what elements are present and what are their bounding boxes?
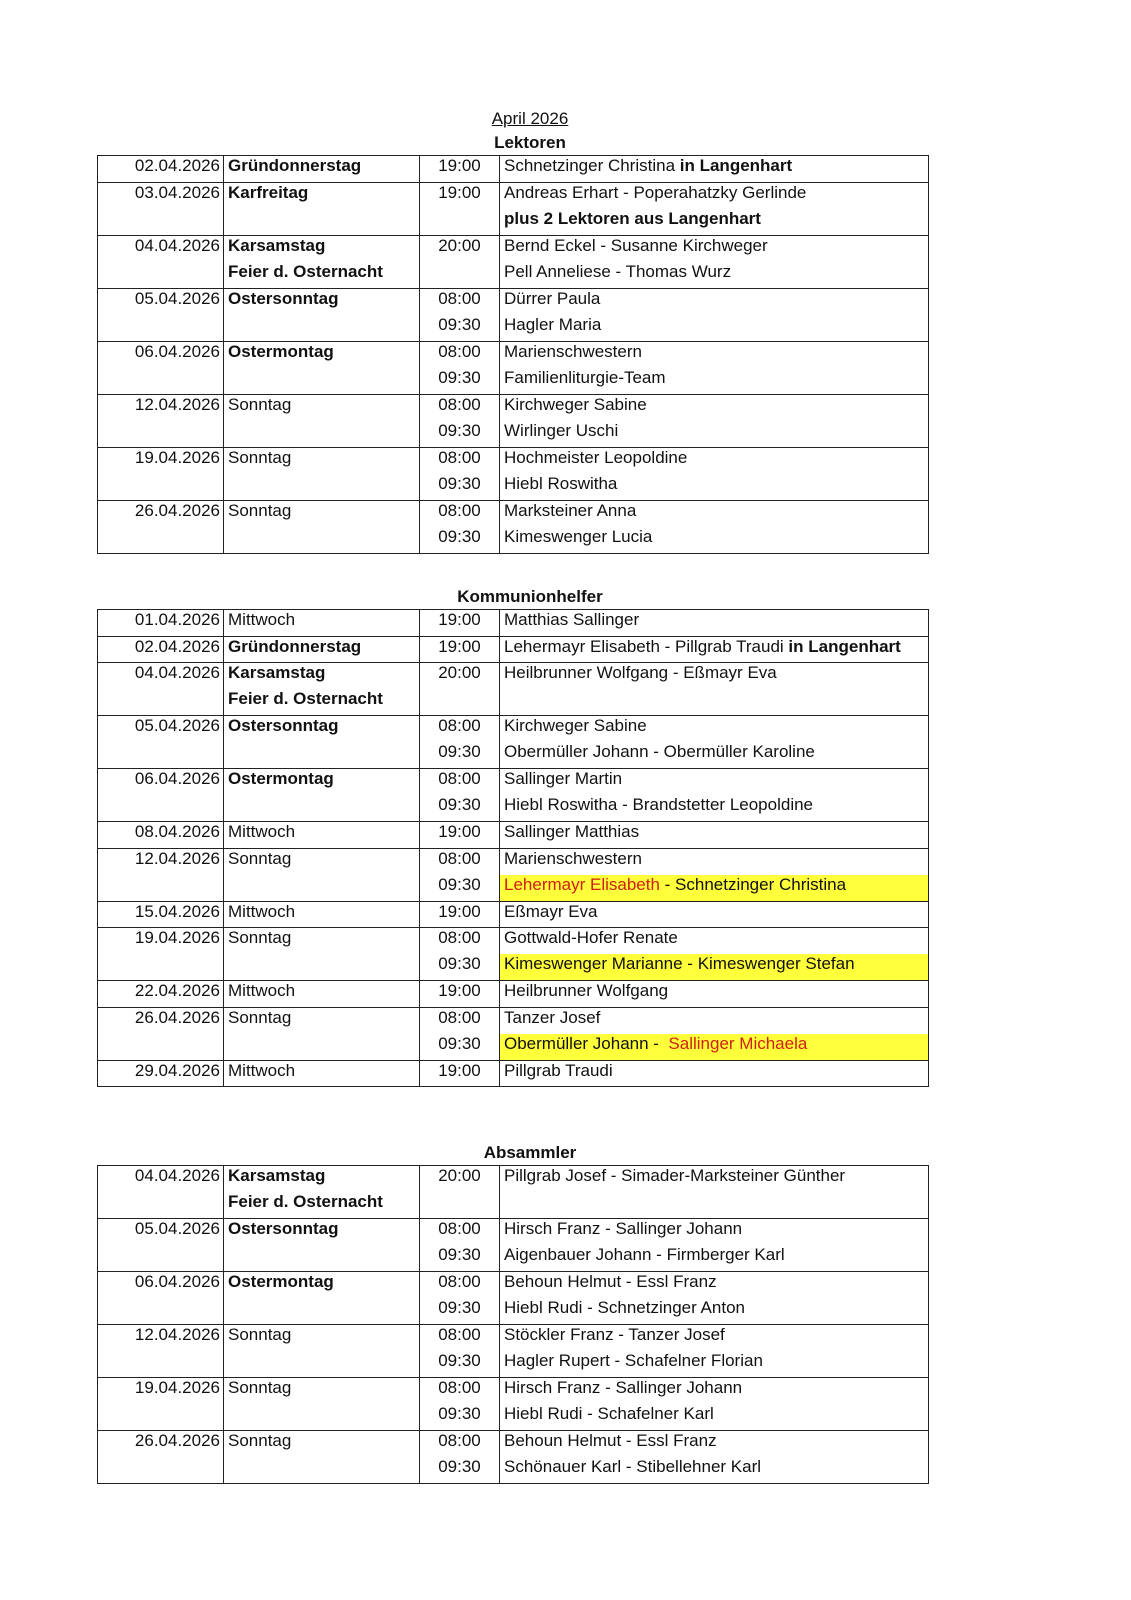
schedule-row bbox=[98, 795, 929, 822]
name-text: Gottwald-Hofer Renate bbox=[504, 928, 678, 947]
day-cell: Sonntag bbox=[224, 1007, 420, 1034]
time-cell: 09:30 bbox=[420, 1404, 500, 1431]
time-cell: 08:00 bbox=[420, 1007, 500, 1034]
time-cell: 08:00 bbox=[420, 848, 500, 875]
names-cell bbox=[500, 421, 929, 448]
date-cell: 22.04.2026 bbox=[98, 981, 224, 1008]
schedule-row bbox=[98, 500, 929, 527]
day-cell bbox=[224, 474, 420, 501]
time-cell: 09:30 bbox=[420, 1298, 500, 1325]
schedule-row bbox=[98, 1431, 929, 1458]
name-text: Hiebl Rudi - Schafelner Karl bbox=[504, 1404, 714, 1423]
name-text: Andreas Erhart - Poperahatzky Gerlinde bbox=[504, 182, 807, 202]
date-cell: 19.04.2026 bbox=[98, 928, 224, 955]
schedule-row bbox=[98, 689, 929, 716]
section-title-kommunionhelfer: Kommunionhelfer bbox=[457, 587, 603, 606]
date-cell bbox=[98, 368, 224, 395]
time-cell: 08:00 bbox=[420, 394, 500, 421]
names-cell bbox=[500, 981, 929, 1008]
name-text: Hagler Rupert - Schafelner Florian bbox=[504, 1351, 763, 1370]
date-cell: 02.04.2026 bbox=[98, 156, 224, 183]
name-text: Dürrer Paula bbox=[504, 288, 601, 308]
schedule-row bbox=[98, 1007, 929, 1034]
date-cell: 05.04.2026 bbox=[98, 716, 224, 743]
day-cell: Ostersonntag bbox=[224, 288, 420, 315]
date-cell: 06.04.2026 bbox=[98, 1272, 224, 1299]
names-cell bbox=[500, 262, 929, 289]
day-cell: Karfreitag bbox=[224, 182, 420, 209]
date-cell bbox=[98, 1245, 224, 1272]
date-cell bbox=[98, 421, 224, 448]
time-cell bbox=[420, 209, 500, 236]
schedule-row bbox=[98, 209, 929, 236]
names-cell bbox=[500, 663, 929, 690]
schedule-row bbox=[98, 1245, 929, 1272]
day-cell bbox=[224, 368, 420, 395]
name-text: Heilbrunner Wolfgang - Eßmayr Eva bbox=[504, 663, 777, 682]
time-cell: 08:00 bbox=[420, 769, 500, 796]
day-cell bbox=[224, 315, 420, 342]
names-cell bbox=[500, 716, 929, 743]
name-text: Hiebl Roswitha - Brandstetter Leopoldine bbox=[504, 795, 814, 814]
name-text: Pillgrab Traudi bbox=[504, 1060, 613, 1080]
time-cell: 08:00 bbox=[420, 1378, 500, 1405]
time-cell: 09:30 bbox=[420, 1034, 500, 1061]
name-text: in Langenhart bbox=[679, 156, 793, 175]
name-text: Obermüller Johann - Obermüller Karoline bbox=[504, 742, 815, 761]
name-text: Bernd Eckel - Susanne Kirchweger bbox=[504, 235, 768, 255]
time-cell: 09:30 bbox=[420, 421, 500, 448]
name-text: Familienliturgie-Team bbox=[504, 367, 666, 387]
time-cell bbox=[420, 262, 500, 289]
names-cell bbox=[500, 1007, 929, 1034]
day-cell: Ostermontag bbox=[224, 1272, 420, 1299]
schedule-row bbox=[98, 1034, 929, 1061]
day-cell bbox=[224, 1404, 420, 1431]
day-cell bbox=[224, 209, 420, 236]
names-cell bbox=[500, 527, 929, 554]
date-cell: 08.04.2026 bbox=[98, 822, 224, 849]
date-cell: 26.04.2026 bbox=[98, 500, 224, 527]
schedule-row bbox=[98, 1219, 929, 1246]
name-text: Hirsch Franz - Sallinger Johann bbox=[504, 1219, 743, 1238]
time-cell: 19:00 bbox=[420, 981, 500, 1008]
day-cell: Sonntag bbox=[224, 1325, 420, 1352]
schedule-row bbox=[98, 636, 929, 663]
schedule-row bbox=[98, 156, 929, 183]
name-text: Sallinger Michaela bbox=[668, 1033, 808, 1053]
names-cell bbox=[500, 156, 929, 183]
name-text: Hiebl Rudi - Schnetzinger Anton bbox=[504, 1298, 745, 1317]
time-cell: 19:00 bbox=[420, 636, 500, 663]
day-cell bbox=[224, 1351, 420, 1378]
schedule-row bbox=[98, 182, 929, 209]
schedule-row bbox=[98, 474, 929, 501]
time-cell: 09:30 bbox=[420, 315, 500, 342]
time-cell: 19:00 bbox=[420, 901, 500, 928]
day-cell bbox=[224, 1245, 420, 1272]
schedule-row bbox=[98, 262, 929, 289]
schedule-row bbox=[98, 288, 929, 315]
day-cell bbox=[224, 527, 420, 554]
name-text: Tanzer Josef bbox=[504, 1007, 601, 1027]
day-cell: Mittwoch bbox=[224, 1060, 420, 1087]
schedule-row bbox=[98, 447, 929, 474]
name-text: Stöckler Franz - Tanzer Josef bbox=[504, 1325, 725, 1344]
time-cell bbox=[420, 1192, 500, 1219]
time-cell: 08:00 bbox=[420, 1325, 500, 1352]
name-text: in Langenhart bbox=[788, 636, 901, 656]
day-cell bbox=[224, 1034, 420, 1061]
date-cell: 12.04.2026 bbox=[98, 394, 224, 421]
day-cell bbox=[224, 1298, 420, 1325]
time-cell: 09:30 bbox=[420, 527, 500, 554]
schedule-row bbox=[98, 769, 929, 796]
day-cell: Feier d. Osternacht bbox=[224, 689, 420, 716]
name-text: Lehermayr Elisabeth bbox=[504, 874, 660, 894]
schedule-row bbox=[98, 1298, 929, 1325]
time-cell: 19:00 bbox=[420, 182, 500, 209]
time-cell: 20:00 bbox=[420, 663, 500, 690]
time-cell: 08:00 bbox=[420, 1272, 500, 1299]
names-cell bbox=[500, 394, 929, 421]
date-cell bbox=[98, 1457, 224, 1484]
schedule-row bbox=[98, 875, 929, 902]
name-text: Schönauer Karl - Stibellehner Karl bbox=[504, 1457, 762, 1476]
date-cell: 29.04.2026 bbox=[98, 1060, 224, 1087]
date-cell: 06.04.2026 bbox=[98, 341, 224, 368]
name-text: Kirchweger Sabine bbox=[504, 716, 647, 735]
day-cell: Karsamstag bbox=[224, 235, 420, 262]
time-cell: 19:00 bbox=[420, 1060, 500, 1087]
date-cell bbox=[98, 742, 224, 769]
time-cell: 20:00 bbox=[420, 235, 500, 262]
date-cell: 19.04.2026 bbox=[98, 447, 224, 474]
names-cell bbox=[500, 1060, 929, 1087]
time-cell: 19:00 bbox=[420, 156, 500, 183]
time-cell: 08:00 bbox=[420, 500, 500, 527]
day-cell: Feier d. Osternacht bbox=[224, 1192, 420, 1219]
date-cell: 15.04.2026 bbox=[98, 901, 224, 928]
schedule-row bbox=[98, 901, 929, 928]
schedule-row bbox=[98, 742, 929, 769]
day-cell: Mittwoch bbox=[224, 981, 420, 1008]
schedule-row bbox=[98, 1272, 929, 1299]
section-title-lektoren: Lektoren bbox=[494, 133, 566, 152]
name-text: Hagler Maria bbox=[504, 314, 602, 334]
date-cell: 04.04.2026 bbox=[98, 663, 224, 690]
day-cell: Sonntag bbox=[224, 1431, 420, 1458]
schedule-row bbox=[98, 1351, 929, 1378]
day-cell: Karsamstag bbox=[224, 663, 420, 690]
time-cell: 19:00 bbox=[420, 610, 500, 637]
name-text: Heilbrunner Wolfgang bbox=[504, 981, 669, 1000]
day-cell: Ostersonntag bbox=[224, 1219, 420, 1246]
time-cell: 09:30 bbox=[420, 742, 500, 769]
name-text: Eßmayr Eva bbox=[504, 901, 598, 921]
day-cell bbox=[224, 421, 420, 448]
names-cell bbox=[500, 848, 929, 875]
date-cell: 12.04.2026 bbox=[98, 848, 224, 875]
date-cell: 03.04.2026 bbox=[98, 182, 224, 209]
names-cell bbox=[500, 610, 929, 637]
names-cell bbox=[500, 928, 929, 955]
name-text: Hiebl Roswitha bbox=[504, 473, 618, 493]
name-text: - Schnetzinger Christina bbox=[659, 874, 847, 894]
names-cell bbox=[500, 636, 929, 663]
day-cell: Sonntag bbox=[224, 394, 420, 421]
day-cell bbox=[224, 742, 420, 769]
time-cell: 09:30 bbox=[420, 1457, 500, 1484]
name-text: Obermüller Johann - bbox=[504, 1033, 669, 1053]
time-cell: 09:30 bbox=[420, 795, 500, 822]
date-cell: 19.04.2026 bbox=[98, 1378, 224, 1405]
day-cell: Mittwoch bbox=[224, 610, 420, 637]
time-cell bbox=[420, 689, 500, 716]
names-cell bbox=[500, 1457, 929, 1484]
schedule-row bbox=[98, 368, 929, 395]
section-title-absammler: Absammler bbox=[483, 1143, 577, 1162]
schedule-row bbox=[98, 1404, 929, 1431]
name-text: Schnetzinger Christina bbox=[504, 156, 680, 175]
date-cell: 04.04.2026 bbox=[98, 1166, 224, 1193]
day-cell: Ostersonntag bbox=[224, 716, 420, 743]
name-text: Sallinger Martin bbox=[504, 769, 623, 788]
date-cell bbox=[98, 689, 224, 716]
date-cell: 26.04.2026 bbox=[98, 1431, 224, 1458]
date-cell bbox=[98, 262, 224, 289]
day-cell: Feier d. Osternacht bbox=[224, 262, 420, 289]
schedule-row bbox=[98, 1060, 929, 1087]
name-text: Pillgrab Josef - Simader-Marksteiner Günther bbox=[504, 1166, 846, 1185]
time-cell: 20:00 bbox=[420, 1166, 500, 1193]
schedule-row bbox=[98, 421, 929, 448]
time-cell: 08:00 bbox=[420, 1219, 500, 1246]
schedule-row bbox=[98, 1457, 929, 1484]
date-cell: 02.04.2026 bbox=[98, 636, 224, 663]
time-cell: 09:30 bbox=[420, 954, 500, 981]
name-text: Sallinger Matthias bbox=[504, 822, 640, 841]
day-cell: Sonntag bbox=[224, 1378, 420, 1405]
name-text: Lehermayr Elisabeth - Pillgrab Traudi bbox=[504, 636, 789, 656]
names-cell bbox=[500, 1245, 929, 1272]
day-cell bbox=[224, 875, 420, 902]
names-cell bbox=[500, 795, 929, 822]
date-cell bbox=[98, 1298, 224, 1325]
day-cell bbox=[224, 1457, 420, 1484]
date-cell bbox=[98, 1034, 224, 1061]
names-cell bbox=[500, 447, 929, 474]
names-cell bbox=[500, 1404, 929, 1431]
time-cell: 08:00 bbox=[420, 341, 500, 368]
names-cell bbox=[500, 1351, 929, 1378]
name-text: Wirlinger Uschi bbox=[504, 420, 619, 440]
day-cell bbox=[224, 954, 420, 981]
date-cell bbox=[98, 315, 224, 342]
names-cell bbox=[500, 689, 929, 716]
names-cell bbox=[500, 875, 929, 902]
name-text: Matthias Sallinger bbox=[504, 610, 640, 629]
schedule-row bbox=[98, 981, 929, 1008]
schedule-row bbox=[98, 1192, 929, 1219]
date-cell: 05.04.2026 bbox=[98, 1219, 224, 1246]
name-text: Aigenbauer Johann - Firmberger Karl bbox=[504, 1245, 785, 1264]
date-cell: 04.04.2026 bbox=[98, 235, 224, 262]
name-text: Hochmeister Leopoldine bbox=[504, 447, 688, 467]
schedule-row bbox=[98, 235, 929, 262]
date-cell: 06.04.2026 bbox=[98, 769, 224, 796]
day-cell: Ostermontag bbox=[224, 341, 420, 368]
names-cell bbox=[500, 1034, 929, 1061]
name-text: Behoun Helmut - Essl Franz bbox=[504, 1272, 717, 1291]
date-cell bbox=[98, 1192, 224, 1219]
day-cell: Sonntag bbox=[224, 447, 420, 474]
schedule-row bbox=[98, 1325, 929, 1352]
names-cell bbox=[500, 742, 929, 769]
day-cell: Sonntag bbox=[224, 500, 420, 527]
schedule-row bbox=[98, 394, 929, 421]
schedule-row bbox=[98, 954, 929, 981]
schedule-row bbox=[98, 716, 929, 743]
schedule-row bbox=[98, 527, 929, 554]
names-cell bbox=[500, 315, 929, 342]
time-cell: 08:00 bbox=[420, 288, 500, 315]
name-text: Kimeswenger Marianne - Kimeswenger Stefan bbox=[504, 954, 855, 973]
absammler-table bbox=[97, 1165, 929, 1484]
names-cell bbox=[500, 822, 929, 849]
names-cell bbox=[500, 954, 929, 981]
schedule-row bbox=[98, 663, 929, 690]
date-cell: 26.04.2026 bbox=[98, 1007, 224, 1034]
names-cell bbox=[500, 341, 929, 368]
time-cell: 09:30 bbox=[420, 1245, 500, 1272]
day-cell: Sonntag bbox=[224, 848, 420, 875]
time-cell: 08:00 bbox=[420, 447, 500, 474]
date-cell bbox=[98, 474, 224, 501]
schedule-row bbox=[98, 928, 929, 955]
time-cell: 08:00 bbox=[420, 928, 500, 955]
date-cell: 12.04.2026 bbox=[98, 1325, 224, 1352]
names-cell bbox=[500, 182, 929, 209]
names-cell bbox=[500, 1219, 929, 1246]
lektoren-table bbox=[97, 155, 929, 554]
name-text: Pell Anneliese - Thomas Wurz bbox=[504, 261, 732, 281]
names-cell bbox=[500, 769, 929, 796]
time-cell: 09:30 bbox=[420, 875, 500, 902]
names-cell bbox=[500, 901, 929, 928]
name-text: Marienschwestern bbox=[504, 341, 642, 361]
date-cell bbox=[98, 954, 224, 981]
schedule-row bbox=[98, 341, 929, 368]
name-text: Behoun Helmut - Essl Franz bbox=[504, 1431, 717, 1450]
schedule-row bbox=[98, 315, 929, 342]
name-text: Marienschwestern bbox=[504, 848, 642, 868]
names-cell bbox=[500, 288, 929, 315]
schedule-row bbox=[98, 1166, 929, 1193]
date-cell bbox=[98, 1404, 224, 1431]
date-cell: 05.04.2026 bbox=[98, 288, 224, 315]
names-cell bbox=[500, 500, 929, 527]
document-title: April 2026 bbox=[491, 109, 569, 128]
kommunionhelfer-table bbox=[97, 609, 929, 1087]
name-text: Hirsch Franz - Sallinger Johann bbox=[504, 1378, 743, 1397]
time-cell: 08:00 bbox=[420, 716, 500, 743]
date-cell bbox=[98, 875, 224, 902]
date-cell bbox=[98, 527, 224, 554]
names-cell bbox=[500, 1431, 929, 1458]
day-cell: Gründonnerstag bbox=[224, 156, 420, 183]
schedule-row bbox=[98, 822, 929, 849]
names-cell bbox=[500, 1166, 929, 1193]
names-cell bbox=[500, 1272, 929, 1299]
date-cell: 01.04.2026 bbox=[98, 610, 224, 637]
day-cell: Karsamstag bbox=[224, 1166, 420, 1193]
names-cell bbox=[500, 474, 929, 501]
names-cell bbox=[500, 368, 929, 395]
date-cell bbox=[98, 1351, 224, 1378]
time-cell: 09:30 bbox=[420, 368, 500, 395]
names-cell bbox=[500, 1192, 929, 1219]
names-cell bbox=[500, 209, 929, 236]
time-cell: 19:00 bbox=[420, 822, 500, 849]
time-cell: 09:30 bbox=[420, 1351, 500, 1378]
day-cell: Mittwoch bbox=[224, 822, 420, 849]
schedule-row bbox=[98, 1378, 929, 1405]
name-text: plus 2 Lektoren aus Langenhart bbox=[504, 208, 761, 228]
day-cell bbox=[224, 795, 420, 822]
day-cell: Mittwoch bbox=[224, 901, 420, 928]
time-cell: 09:30 bbox=[420, 474, 500, 501]
schedule-row bbox=[98, 848, 929, 875]
names-cell bbox=[500, 1325, 929, 1352]
names-cell bbox=[500, 1298, 929, 1325]
schedule-row bbox=[98, 610, 929, 637]
day-cell: Gründonnerstag bbox=[224, 636, 420, 663]
names-cell bbox=[500, 235, 929, 262]
date-cell bbox=[98, 209, 224, 236]
date-cell bbox=[98, 795, 224, 822]
time-cell: 08:00 bbox=[420, 1431, 500, 1458]
name-text: Kimeswenger Lucia bbox=[504, 526, 653, 546]
name-text: Marksteiner Anna bbox=[504, 500, 637, 520]
day-cell: Ostermontag bbox=[224, 769, 420, 796]
day-cell: Sonntag bbox=[224, 928, 420, 955]
name-text: Kirchweger Sabine bbox=[504, 394, 647, 414]
names-cell bbox=[500, 1378, 929, 1405]
